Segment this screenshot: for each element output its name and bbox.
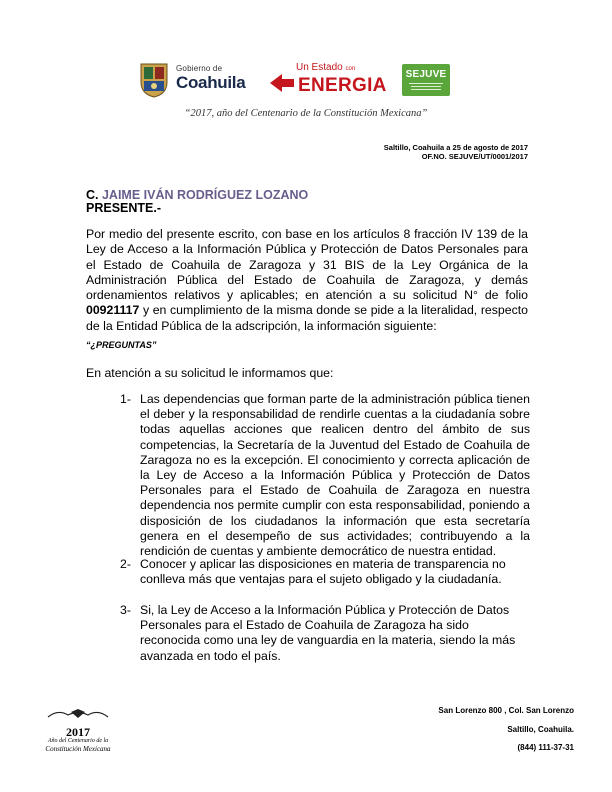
presente-label: PRESENTE.-	[86, 201, 162, 215]
footer-city: Saltillo, Coahuila.	[507, 725, 574, 734]
coahuila-logo-text: Coahuila	[176, 73, 246, 92]
list-item-number: 2-	[120, 557, 131, 571]
place-date: Saltillo, Coahuila a 25 de agosto de 2017	[383, 143, 528, 152]
footer-phone: (844) 111-37-31	[517, 743, 574, 752]
intro-paragraph	[86, 227, 528, 334]
list-item	[120, 603, 530, 664]
lead-sentence: En atención a su solicitud le informamos que:	[86, 366, 334, 380]
intro-text-b: y en cumplimiento de la misma donde se pide a la literalidad, respecto de la Entidad Pública de la adscripción, la información siguiente:	[86, 303, 528, 333]
sejuve-logo-text: SEJUVE	[405, 69, 447, 80]
list-item	[120, 557, 530, 587]
sejuve-logo-subline	[411, 86, 441, 87]
coahuila-crest-icon	[139, 62, 169, 98]
section-label: “¿PREGUNTAS”	[86, 340, 157, 350]
centenario-logo	[28, 706, 128, 753]
eagle-ornament-icon	[43, 709, 113, 719]
gobierno-coahuila-logo	[176, 64, 262, 96]
list-item	[120, 392, 530, 559]
recipient-prefix: C.	[86, 188, 99, 202]
list-item-text: Las dependencias que forman parte de la administración pública tienen el deber y la responsabilidad de rendirle cuentas a la ciudadanía sobre todas aquellas acciones que realicen dentro del ámbito de sus competencias, la Secretaría de la Juventud del Estado de Coahuila de Zaragoza no es la excepción. El conocimiento y correcta aplicación de la Ley de Acceso a la Información Pública y Protección de Datos Personales para el Estado de Coahuila de Zaragoza en nuestra dependencia nos permite cumplir con esta responsabilidad, poniendo a disposición de los ciudadanos la información que esta secretaría genera en el desempeño de sus actividades; contribuyendo a la rendición de cuentas y ambiente democrático de nuestra entidad.	[140, 392, 530, 559]
estado-energia-logo	[268, 62, 388, 96]
coahuila-logo-small-text: Gobierno de	[176, 64, 223, 73]
list-item-text: Conocer y aplicar las disposiciones en materia de transparencia no conlleva más que ventajas para el sujeto obligado y la ciudadanía.	[140, 557, 506, 587]
intro-text-a: Por medio del presente escrito, con base en los artículos 8 fracción IV 139 de la Ley de Acceso a la Información Pública y Protección de Datos Personales para el Estado de Coahuila de Zaragoza y 31 BIS de la Ley Orgánica de la Administración Pública del Estado de Coahuila de Zaragoza, y demás ordenamientos relativos y aplicables; en atención a su solicitud N° de folio	[86, 227, 528, 303]
sejuve-logo-subline	[411, 89, 441, 90]
list-item-number: 1-	[120, 392, 131, 406]
energia-logo-text: ENERGIA	[298, 75, 387, 96]
sejuve-logo	[402, 64, 450, 96]
folio-reference: OF.NO. SEJUVE/UT/0001/2017	[421, 152, 528, 161]
sejuve-logo-divider	[409, 83, 443, 84]
recipient-full-name: JAIME IVÁN RODRÍGUEZ LOZANO	[101, 188, 309, 202]
list-item-text: Si, la Ley de Acceso a la Información Pública y Protección de Datos Personales para el Estado de Coahuila de Zaragoza ha sido reconocida como una ley de vanguardia en la materia, siendo la más avanzada en todo el país.	[140, 603, 516, 663]
header-motto: “2017, año del Centenario de la Constitución Mexicana”	[184, 108, 428, 119]
energia-top-main: Un Estado	[296, 62, 343, 73]
centenario-year: 2017	[66, 725, 90, 739]
centenario-line-2: Constitución Mexicana	[45, 745, 111, 753]
energia-top-small: con	[345, 66, 356, 72]
list-item-number: 3-	[120, 603, 131, 617]
folio-number: 00921117	[86, 303, 140, 318]
recipient-name	[86, 188, 308, 202]
energia-arrow-icon	[268, 72, 296, 94]
centenario-line-1: Año del Centenario de la	[47, 738, 109, 744]
footer-street: San Lorenzo 800 , Col. San Lorenzo	[438, 706, 574, 715]
